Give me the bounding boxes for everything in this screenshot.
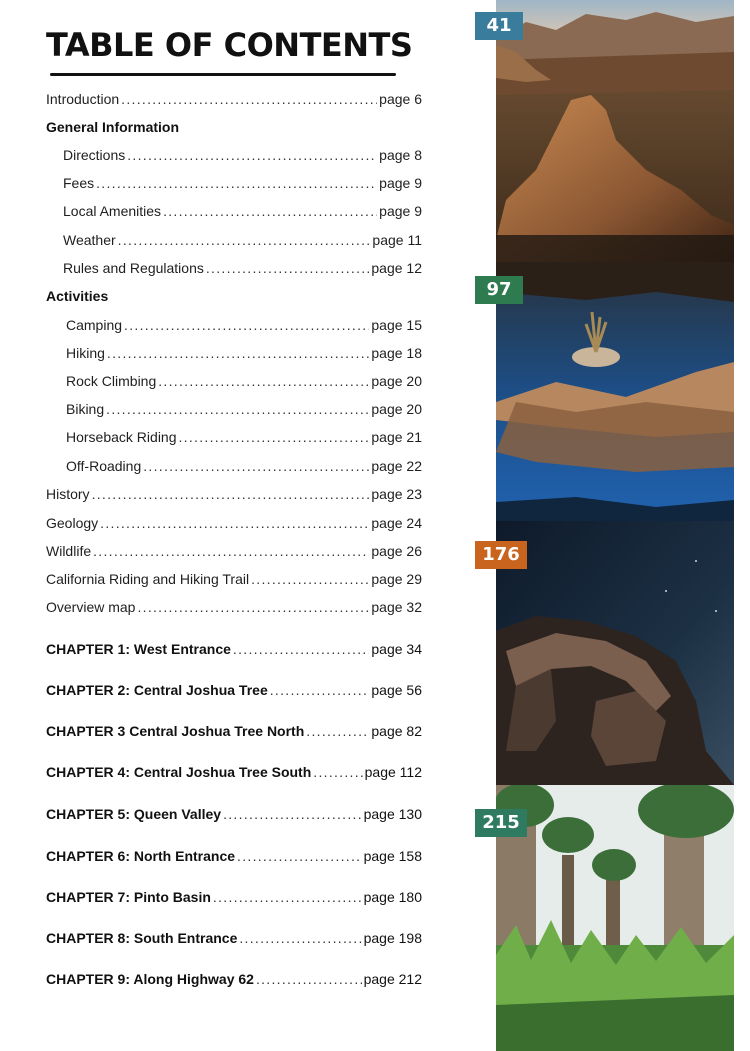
toc-entry-history[interactable] — [46, 483, 422, 505]
dot-leader — [93, 540, 369, 562]
dot-leader — [158, 370, 369, 392]
photo-palm-oasis — [496, 785, 734, 1051]
title-underline — [50, 73, 396, 76]
toc-entry-page: page 9 — [379, 203, 422, 219]
dot-leader — [118, 229, 371, 251]
dot-leader — [239, 927, 361, 949]
dot-leader — [270, 679, 370, 701]
toc-entry-page: page 26 — [371, 543, 422, 559]
toc-entry-local-amenities[interactable] — [63, 200, 422, 222]
dot-leader — [223, 803, 362, 825]
dot-leader — [251, 568, 369, 590]
toc-chapter-label: CHAPTER 5: Queen Valley — [46, 806, 222, 822]
toc-chapter-label: CHAPTER 8: South Entrance — [46, 930, 238, 946]
toc-entry-overview-map[interactable] — [46, 596, 422, 618]
toc-chapter-2[interactable] — [46, 679, 422, 701]
toc-chapter-page: page 112 — [364, 764, 422, 780]
page-badge-97: 97 — [475, 276, 523, 304]
toc-chapter-page: page 130 — [363, 806, 422, 822]
toc-section-activities[interactable] — [46, 285, 422, 307]
toc-chapter-label: CHAPTER 1: West Entrance — [46, 641, 231, 657]
toc-entry-riding-hiking-trail[interactable] — [46, 568, 422, 590]
toc-chapter-3[interactable] — [46, 720, 422, 742]
toc-entry-label: Geology — [46, 515, 99, 531]
dot-leader — [233, 638, 369, 660]
toc-entry-page: page 6 — [379, 91, 422, 107]
toc-chapter-page: page 212 — [363, 971, 422, 987]
toc-entry-geology[interactable] — [46, 512, 422, 534]
toc-entry-label: History — [46, 486, 90, 502]
toc-entry-label: Local Amenities — [63, 203, 162, 219]
toc-entry-label: Rules and Regulations — [63, 260, 204, 276]
dot-leader — [163, 200, 377, 222]
dot-leader — [237, 845, 362, 867]
toc-chapter-page: page 198 — [363, 930, 422, 946]
toc-chapter-page: page 82 — [371, 723, 422, 739]
toc-entry-weather[interactable] — [63, 229, 422, 251]
toc-entry-page: page 11 — [372, 232, 422, 248]
dot-leader — [206, 257, 370, 279]
dot-leader — [121, 88, 377, 110]
dot-leader — [179, 426, 370, 448]
toc-entry-page: page 9 — [379, 175, 422, 191]
toc-entry-rock-climbing[interactable] — [66, 370, 422, 392]
toc-entry-page: page 12 — [371, 260, 422, 276]
toc-chapter-1[interactable] — [46, 638, 422, 660]
page-margin — [734, 0, 750, 1051]
dot-leader — [306, 720, 369, 742]
toc-chapter-9[interactable] — [46, 968, 422, 990]
toc-chapter-8[interactable] — [46, 927, 422, 949]
photo-rock-pool-reflection — [496, 262, 734, 521]
toc-entry-off-roading[interactable] — [66, 455, 422, 477]
toc-entry-page: page 29 — [371, 571, 422, 587]
toc-section-label: Activities — [46, 288, 109, 304]
dot-leader — [100, 512, 369, 534]
toc-chapter-5[interactable] — [46, 803, 422, 825]
page-title: TABLE OF CONTENTS — [46, 26, 413, 64]
toc-chapter-label: CHAPTER 6: North Entrance — [46, 848, 236, 864]
toc-section-general-information[interactable] — [46, 116, 422, 138]
photo-desert-rock-formation — [496, 0, 734, 262]
toc-entry-page: page 21 — [371, 429, 422, 445]
toc-chapter-page: page 56 — [371, 682, 422, 698]
toc-entry-camping[interactable] — [66, 314, 422, 336]
toc-entry-label: Hiking — [66, 345, 105, 361]
toc-entry-page: page 24 — [371, 515, 422, 531]
toc-chapter-4[interactable] — [46, 761, 422, 783]
dot-leader — [127, 144, 377, 166]
toc-entry-page: page 8 — [379, 147, 422, 163]
dot-leader — [107, 342, 369, 364]
toc-entry-label: Off-Roading — [66, 458, 142, 474]
toc-chapter-page: page 180 — [363, 889, 422, 905]
toc-entry-label: Directions — [63, 147, 126, 163]
dot-leader — [213, 886, 362, 908]
toc-chapter-label: CHAPTER 9: Along Highway 62 — [46, 971, 254, 987]
toc-entry-page: page 32 — [371, 599, 422, 615]
toc-entry-label: Introduction — [46, 91, 120, 107]
toc-chapter-label: CHAPTER 2: Central Joshua Tree — [46, 682, 268, 698]
toc-chapter-page: page 158 — [363, 848, 422, 864]
dot-leader — [313, 761, 362, 783]
toc-entry-label: California Riding and Hiking Trail — [46, 571, 250, 587]
toc-entry-horseback-riding[interactable] — [66, 426, 422, 448]
dot-leader — [256, 968, 362, 990]
dot-leader — [92, 483, 370, 505]
toc-entry-hiking[interactable] — [66, 342, 422, 364]
toc-entry-page: page 15 — [371, 317, 422, 333]
toc-entry-label: Fees — [63, 175, 95, 191]
dot-leader — [143, 455, 369, 477]
toc-entry-rules-and-regulations[interactable] — [63, 257, 422, 279]
dot-leader — [96, 172, 377, 194]
toc-entry-page: page 18 — [371, 345, 422, 361]
photo-night-rock-arch — [496, 521, 734, 785]
page-badge-176: 176 — [475, 541, 527, 569]
toc-entry-biking[interactable] — [66, 398, 422, 420]
toc-section-label: General Information — [46, 119, 180, 135]
toc-entry-page: page 22 — [371, 458, 422, 474]
toc-entry-page: page 20 — [371, 373, 422, 389]
toc-entry-label: Biking — [66, 401, 105, 417]
toc-chapter-label: CHAPTER 7: Pinto Basin — [46, 889, 211, 905]
toc-chapter-page: page 34 — [371, 641, 422, 657]
dot-leader — [137, 596, 369, 618]
toc-entry-label: Camping — [66, 317, 123, 333]
toc-entry-label: Weather — [63, 232, 116, 248]
page-badge-41: 41 — [475, 12, 523, 40]
toc-entry-introduction[interactable] — [46, 88, 422, 110]
toc-entry-label: Overview map — [46, 599, 136, 615]
toc-entry-fees[interactable] — [63, 172, 422, 194]
page-badge-215: 215 — [475, 809, 527, 837]
dot-leader — [124, 314, 369, 336]
toc-chapter-label: CHAPTER 4: Central Joshua Tree South — [46, 764, 312, 780]
toc-entry-label: Rock Climbing — [66, 373, 157, 389]
dot-leader — [106, 398, 369, 420]
toc-entry-wildlife[interactable] — [46, 540, 422, 562]
toc-entry-label: Horseback Riding — [66, 429, 177, 445]
toc-chapter-label: CHAPTER 3 Central Joshua Tree North — [46, 723, 305, 739]
toc-chapter-7[interactable] — [46, 886, 422, 908]
toc-chapter-6[interactable] — [46, 845, 422, 867]
toc-entry-page: page 20 — [371, 401, 422, 417]
toc-entry-page: page 23 — [371, 486, 422, 502]
toc-entry-directions[interactable] — [63, 144, 422, 166]
toc-entry-label: Wildlife — [46, 543, 92, 559]
